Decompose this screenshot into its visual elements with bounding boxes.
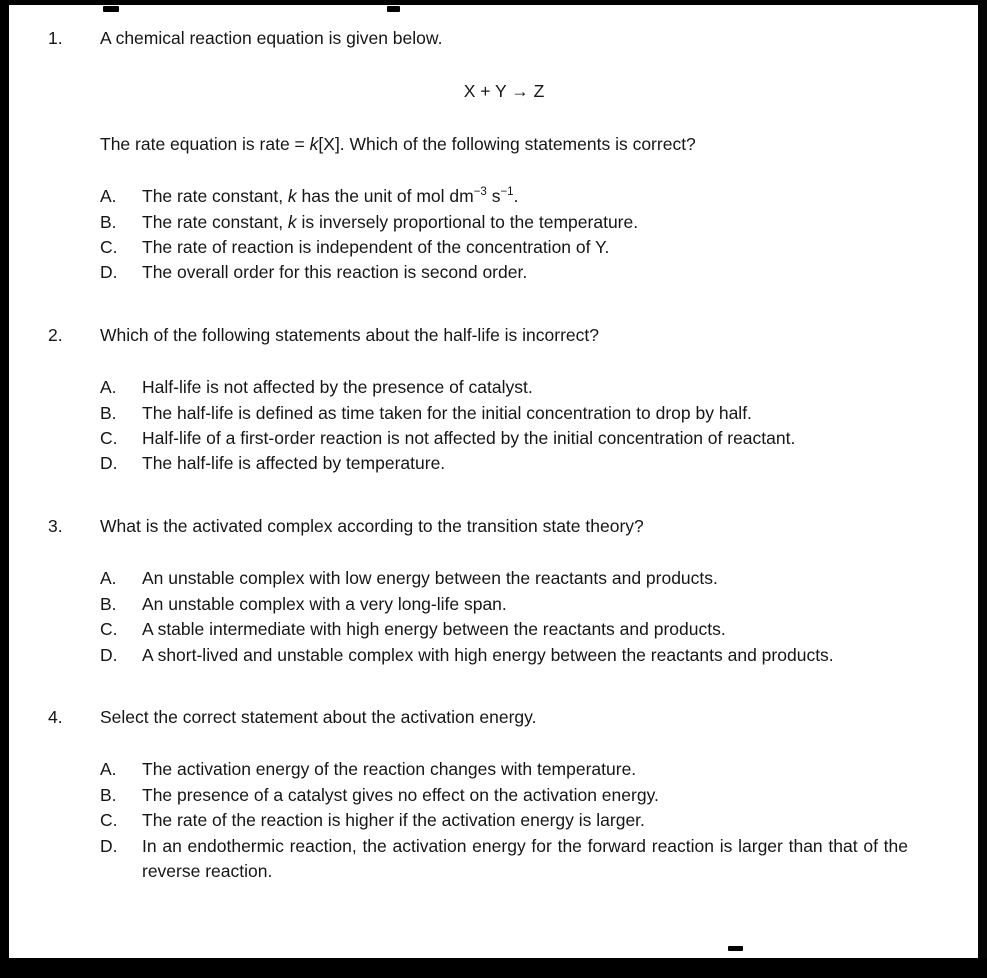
option-text: An unstable complex with low energy between the reactants and products. xyxy=(142,568,718,589)
option-letter: C. xyxy=(100,237,118,258)
answer-options xyxy=(100,566,908,668)
option-letter: C. xyxy=(100,428,118,449)
question-text: A chemical reaction equation is given below. xyxy=(100,28,443,48)
option-row xyxy=(100,834,908,885)
single-line xyxy=(100,132,908,157)
option-text: The presence of a catalyst gives no effect on the activation energy. xyxy=(142,784,659,805)
option-letter: B. xyxy=(100,784,117,805)
question-number: 3. xyxy=(48,515,63,536)
option-row xyxy=(100,210,908,235)
option-row xyxy=(100,401,908,426)
questions-list xyxy=(9,5,978,921)
option-letter: D. xyxy=(100,644,118,665)
option-row xyxy=(100,426,908,451)
page-border-left xyxy=(0,0,9,978)
option-text: The rate of reaction is independent of the concentration of Y. xyxy=(142,237,610,258)
option-letter: D. xyxy=(100,835,118,856)
question-body xyxy=(100,514,908,668)
question-4 xyxy=(48,705,908,884)
option-letter: C. xyxy=(100,810,118,831)
option-text: Half-life of a first-order reaction is not affected by the initial concentration of reactant. xyxy=(142,428,796,449)
option-letter: A. xyxy=(100,759,117,780)
question-3 xyxy=(48,514,908,668)
option-text: Half-life is not affected by the presence of catalyst. xyxy=(142,377,533,398)
option-row xyxy=(100,617,908,642)
answer-options xyxy=(100,375,908,477)
reaction-equation: X + Y → Z xyxy=(463,81,545,102)
option-row xyxy=(100,783,908,808)
option-text: The rate constant, k has the unit of mol $dm^{-3}$ $s^{-1}$. xyxy=(142,186,519,207)
page-border-bottom xyxy=(0,958,987,978)
option-text: The activation energy of the reaction changes with temperature. xyxy=(142,759,637,780)
option-text: A short-lived and unstable complex with high energy between the reactants and products. xyxy=(142,644,834,665)
option-row xyxy=(100,260,908,285)
question-body xyxy=(100,705,908,884)
option-text: In an endothermic reaction, the activation energy for the forward reaction is larger than that of the reverse reaction. xyxy=(142,835,908,881)
option-row xyxy=(100,375,908,400)
option-letter: B. xyxy=(100,211,117,232)
question-1 xyxy=(48,26,908,286)
option-text: The overall order for this reaction is second order. xyxy=(142,262,528,283)
page-border-right xyxy=(978,0,987,978)
answer-options xyxy=(100,757,908,884)
option-letter: D. xyxy=(100,262,118,283)
option-letter: C. xyxy=(100,619,118,640)
option-row xyxy=(100,235,908,260)
option-letter: A. xyxy=(100,186,117,207)
option-row xyxy=(100,451,908,476)
question-body xyxy=(100,323,908,477)
question-number: 2. xyxy=(48,324,63,345)
option-row xyxy=(100,592,908,617)
option-letter: A. xyxy=(100,568,117,589)
question-2 xyxy=(48,323,908,477)
option-text: The half-life is defined as time taken for the initial concentration to drop by half. xyxy=(142,402,752,423)
option-row xyxy=(100,184,908,209)
question-number: 4. xyxy=(48,706,63,727)
option-letter: B. xyxy=(100,593,117,614)
option-row xyxy=(100,566,908,591)
option-text: An unstable complex with a very long-life span. xyxy=(142,593,507,614)
option-text: The rate constant, k is inversely proportional to the temperature. xyxy=(142,211,639,232)
question-followup-text: The rate equation is rate = k[X]. Which of the following statements is correct? xyxy=(100,133,696,154)
answer-options xyxy=(100,184,908,286)
option-letter: D. xyxy=(100,453,118,474)
cut-off-text-artifact xyxy=(728,946,743,951)
question-number: 1. xyxy=(48,28,63,48)
question-text: What is the activated complex according to the transition state theory? xyxy=(100,515,644,536)
question-text: Select the correct statement about the activation energy. xyxy=(100,706,537,727)
option-letter: B. xyxy=(100,402,117,423)
option-text: The rate of the reaction is higher if the activation energy is larger. xyxy=(142,810,645,831)
option-row xyxy=(100,757,908,782)
question-body xyxy=(100,26,908,286)
option-letter: A. xyxy=(100,377,117,398)
option-row xyxy=(100,643,908,668)
option-text: The half-life is affected by temperature. xyxy=(142,453,446,474)
option-row xyxy=(100,808,908,833)
question-text: Which of the following statements about the half-life is incorrect? xyxy=(100,324,599,345)
option-text: A stable intermediate with high energy between the reactants and products. xyxy=(142,619,726,640)
